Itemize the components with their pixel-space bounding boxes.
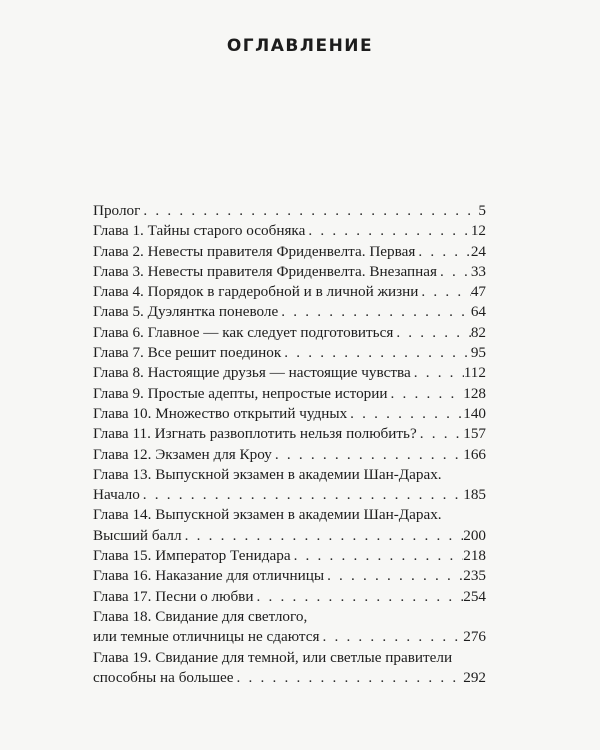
toc-entry: [93, 404, 486, 424]
toc-entry-title: Глава 11. Изгнать развоплотить нельзя полюбить?: [93, 425, 417, 443]
toc-entry-title: Глава 15. Император Тенидара: [93, 547, 291, 565]
toc-entry-line: [93, 363, 486, 383]
toc-entry-title: Глава 16. Наказание для отличницы: [93, 567, 325, 585]
toc-entry-line: [93, 587, 486, 607]
toc-title: ОГЛАВЛЕНИЕ: [226, 36, 374, 56]
toc-page-number: 276: [463, 628, 486, 646]
toc-entry: [93, 221, 486, 241]
toc-entry-title: или темные отличницы не сдаются: [93, 628, 320, 646]
toc-page-number: 166: [463, 445, 486, 463]
toc-page-number: 157: [463, 425, 486, 443]
toc-page-number: 12: [470, 222, 486, 240]
toc-entry-title: Глава 8. Настоящие друзья — настоящие чувства: [93, 364, 411, 382]
toc-dot-leader: [140, 485, 463, 505]
toc-entry-line: [93, 445, 486, 465]
toc-page-number: 33: [470, 262, 486, 280]
toc-entry: [93, 262, 486, 282]
toc-entry: [93, 282, 486, 302]
toc-dot-leader: [437, 262, 471, 282]
toc-entry-line: [93, 566, 486, 586]
toc-entry-title: Глава 19. Свидание для темной, или светлые правители: [93, 648, 453, 666]
toc-entry-title: Глава 2. Невесты правителя Фриденвелта. Первая: [93, 242, 416, 260]
toc-entry-line: [93, 607, 486, 627]
toc-page-number: 112: [463, 364, 486, 382]
toc-page-number: 200: [463, 526, 486, 544]
toc-page-number: 235: [463, 567, 486, 585]
toc-entry-title: Глава 14. Выпускной экзамен в академии Шан-Дарах.: [93, 506, 442, 524]
toc-dot-leader: [411, 363, 464, 383]
toc-list: [93, 201, 486, 688]
toc-entry-line: [93, 404, 486, 424]
toc-page-number: 5: [478, 202, 486, 219]
toc-dot-leader: [388, 384, 464, 404]
toc-entry-title: способны на большее: [93, 668, 234, 686]
toc-entry-line: [93, 242, 486, 262]
toc-entry: [93, 465, 486, 506]
toc-dot-leader: [253, 587, 463, 607]
toc-page-number: 292: [463, 668, 486, 686]
toc-entry-title: Глава 5. Дуэлянтка поневоле: [93, 303, 279, 321]
toc-page-number: 254: [463, 587, 486, 605]
toc-entry-line: [93, 384, 486, 404]
toc-dot-leader: [417, 424, 464, 444]
toc-entry-line: [93, 282, 486, 302]
toc-dot-leader: [272, 445, 463, 465]
toc-entry-line: [93, 262, 486, 282]
toc-entry-line: [93, 648, 486, 668]
toc-page-number: 140: [463, 404, 486, 422]
toc-entry: [93, 648, 486, 689]
toc-entry: [93, 546, 486, 566]
toc-entry: [93, 607, 486, 648]
toc-page-number: 82: [470, 323, 486, 341]
toc-dot-leader: [324, 566, 463, 586]
toc-page-number: 24: [470, 242, 486, 260]
toc-entry-line: [93, 323, 486, 343]
toc-entry-title: Глава 9. Простые адепты, непростые истории: [93, 384, 388, 402]
toc-entry-title: Глава 10. Множество открытий чудных: [93, 404, 348, 422]
toc-page-number: 185: [463, 486, 486, 504]
toc-page-number: 95: [470, 344, 486, 362]
toc-dot-leader: [291, 546, 464, 566]
toc-page-number: 64: [470, 303, 486, 321]
toc-entry-title: Глава 17. Песни о любви: [93, 587, 254, 605]
toc-dot-leader: [305, 221, 470, 241]
toc-entry-title: Начало: [93, 486, 140, 504]
toc-entry: [93, 363, 486, 383]
toc-entry-line: [93, 343, 486, 363]
toc-page-number: 128: [463, 384, 486, 402]
toc-entry-line: [93, 424, 486, 444]
toc-dot-leader: [234, 668, 464, 688]
toc-entry-line: [93, 485, 486, 505]
toc-entry-line: [93, 627, 486, 647]
toc-entry-line: [93, 505, 486, 525]
toc-entry: [93, 323, 486, 343]
toc-entry: [93, 343, 486, 363]
toc-entry-title: Глава 3. Невесты правителя Фриденвелта. Внезапная: [93, 262, 438, 280]
toc-entry-line: [93, 221, 486, 241]
toc-dot-leader: [418, 282, 470, 302]
toc-page-number: 218: [463, 547, 486, 565]
toc-entry-line: [93, 302, 486, 322]
toc-dot-leader: [319, 627, 463, 647]
toc-entry-title: Глава 12. Экзамен для Кроу: [93, 445, 272, 463]
toc-entry: [93, 384, 486, 404]
toc-entry: [93, 302, 486, 322]
toc-entry: [93, 242, 486, 262]
toc-entry: [93, 201, 486, 221]
toc-dot-leader: [415, 242, 470, 262]
toc-entry: [93, 424, 486, 444]
toc-entry: [93, 445, 486, 465]
toc-entry-title: Пролог: [93, 202, 141, 219]
toc-entry-line: [93, 201, 486, 221]
toc-page-number: 47: [470, 283, 486, 301]
toc-entry-title: Глава 6. Главное — как следует подготовиться: [93, 323, 394, 341]
toc-dot-leader: [393, 323, 471, 343]
toc-entry: [93, 587, 486, 607]
toc-entry: [93, 566, 486, 586]
toc-entry-title: Высший балл: [93, 526, 182, 544]
toc-entry-title: Глава 13. Выпускной экзамен в академии Шан-Дарах.: [93, 465, 442, 483]
toc-entry-title: Глава 1. Тайны старого особняка: [93, 222, 306, 240]
toc-entry-title: Глава 18. Свидание для светлого,: [93, 607, 308, 625]
toc-entry-line: [93, 668, 486, 688]
toc-entry-line: [93, 465, 486, 485]
toc-entry-line: [93, 526, 486, 546]
toc-dot-leader: [140, 201, 478, 221]
toc-entry-title: Глава 4. Порядок в гардеробной и в личной жизни: [93, 283, 419, 301]
toc-dot-leader: [281, 343, 471, 363]
toc-dot-leader: [278, 302, 471, 322]
toc-entry-title: Глава 7. Все решит поединок: [93, 344, 282, 362]
toc-entry: [93, 505, 486, 546]
toc-dot-leader: [182, 526, 464, 546]
toc-entry-line: [93, 546, 486, 566]
toc-dot-leader: [347, 404, 463, 424]
